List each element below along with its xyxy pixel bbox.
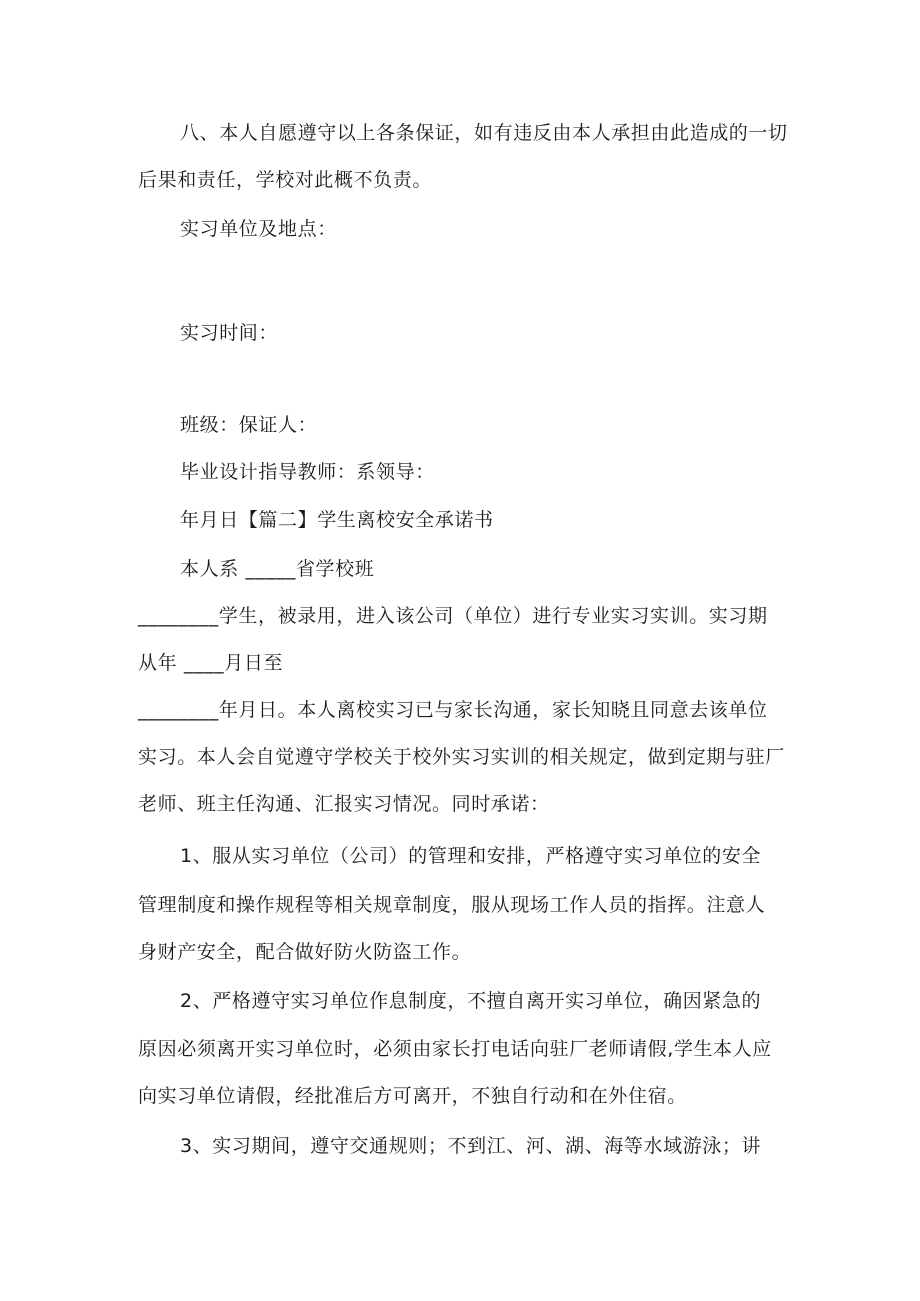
text-line: 实习单位及地点： [180,218,337,240]
text-line: 后果和责任，学校对此概不负责。 [138,169,433,191]
text-line: 年月日【篇二】学生离校安全承诺书 [180,509,494,531]
text-line: 毕业设计指导教师：系领导： [180,461,435,483]
text-line: 向实习单位请假，经批准后方可离开，不独自行动和在外住宿。 [138,1085,687,1107]
text-line: 身财产安全，配合做好防火防盗工作。 [138,941,472,963]
text-line: 从年 ____月日至 [138,652,284,674]
text-line: 本人系 _____省学校班 [180,558,375,580]
text-line: 班级：保证人： [180,414,318,436]
text-line: 实习。本人会自觉遵守学校关于校外实习实训的相关规定，做到定期与驻厂 [138,746,785,768]
text-line: ________年月日。本人离校实习已与家长沟通，家长知晓且同意去该单位 [138,699,768,721]
text-line: 1、服从实习单位（公司）的管理和安排，严格遵守实习单位的安全 [180,845,762,867]
text-line: 管理制度和操作规程等相关规章制度，服从现场工作人员的指挥。注意人 [138,894,766,916]
text-line: 老师、班主任沟通、汇报实习情况。同时承诺： [138,793,550,815]
text-line: 实习时间： [180,322,279,344]
text-line: 原因必须离开实习单位时，必须由家长打电话向驻厂老师请假,学生本人应 [138,1038,772,1060]
text-line: ________学生，被录用，进入该公司（单位）进行专业实习实训。实习期 [138,605,768,627]
text-line: 2、严格遵守实习单位作息制度，不擅自离开实习单位，确因紧急的 [180,990,762,1012]
text-line: 八、本人自愿遵守以上各条保证，如有违反由本人承担由此造成的一切 [180,122,788,144]
text-line: 3、实习期间，遵守交通规则；不到江、河、湖、海等水域游泳；讲 [180,1135,762,1157]
